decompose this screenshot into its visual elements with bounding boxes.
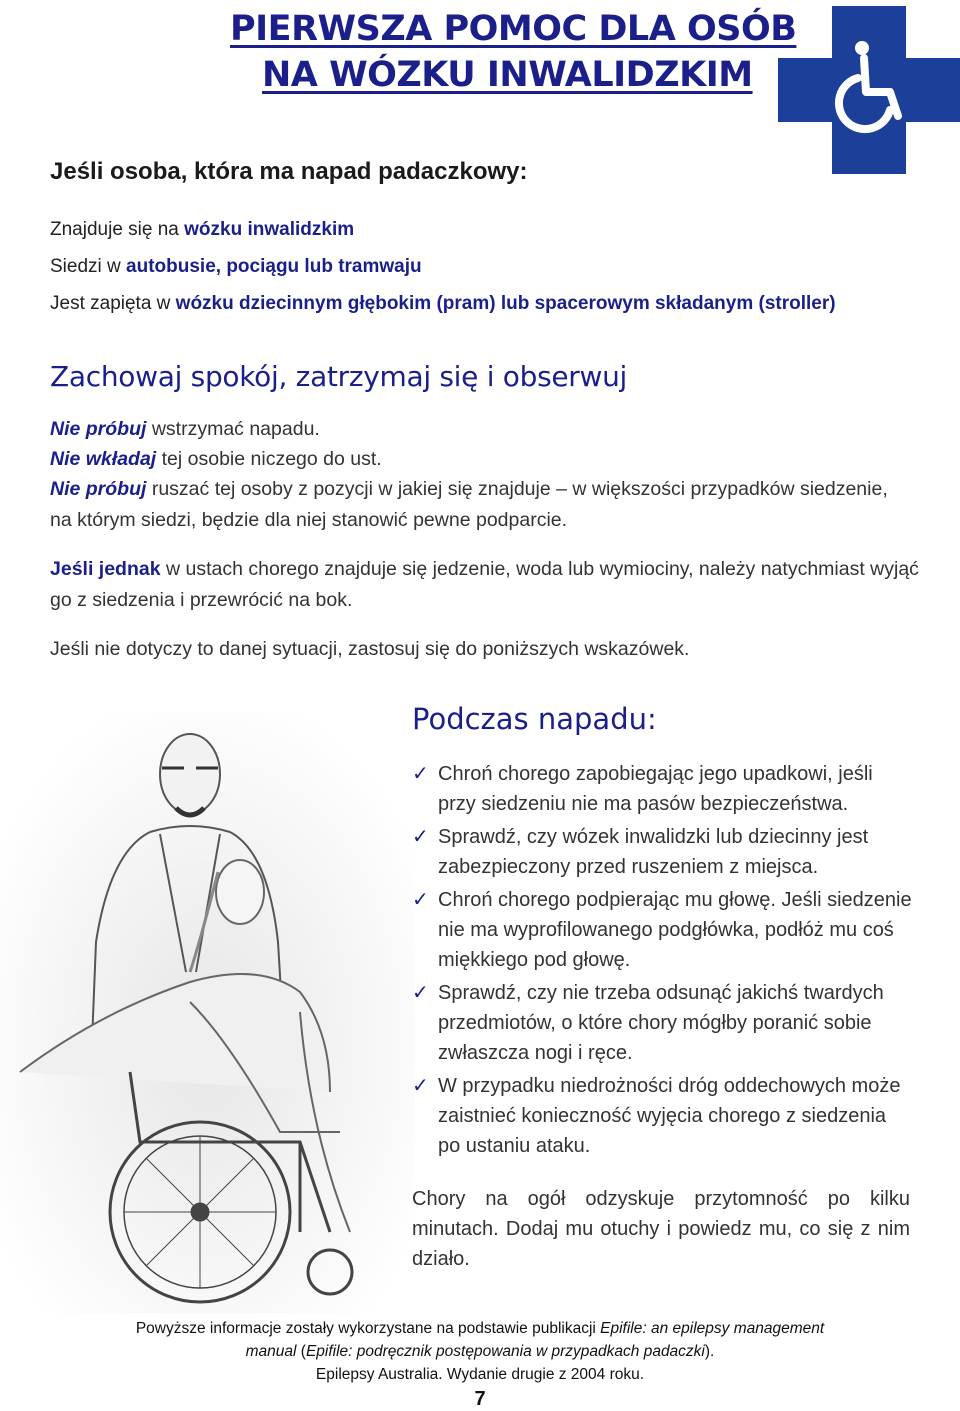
footer-source-line-3: Epilepsy Australia. Wydanie drugie z 2004 roku. (315, 1366, 645, 1383)
list-item-text: Chroń chorego zapobiegając jego upadkowi, jeśli przy siedzeniu nie ma pasów bezpieczeństwa. (438, 763, 873, 815)
list-item-text: W przypadku niedrożności dróg oddechowych może zaistnieć konieczność wyjęcia chorego z siedzenia po ustaniu ataku. (438, 1075, 901, 1157)
checkmark-icon: ✓ (412, 763, 429, 785)
condition-emphasis: wózku inwalidzkim (184, 219, 355, 240)
footer-title-pl: Epifile: podręcznik postępowania w przypadkach padaczki (305, 1343, 705, 1360)
footer-title: manual (245, 1343, 297, 1360)
list-item (412, 822, 912, 882)
checkmark-icon: ✓ (412, 1075, 429, 1097)
condition-text: Siedzi w (50, 256, 127, 277)
during-heading: Podczas napadu: (412, 702, 657, 736)
page-title-line-2: NA WÓZKU INWALIDZKIM (262, 55, 753, 95)
footer-source-line-1 (100, 1320, 860, 1338)
condition-text: Jest zapięta w (50, 293, 176, 314)
rule-dont-stop (50, 414, 890, 445)
closing-paragraph: Chory na ogół odzyskuje przytomność po kilku minutach. Dodaj mu otuchy i powiedz mu, co się z nim działo. (412, 1188, 910, 1270)
condition-pram (50, 293, 836, 315)
list-item (412, 759, 912, 819)
condition-text: Znajduje się na (50, 219, 185, 240)
list-item (412, 1071, 912, 1161)
page-title-line-1: PIERWSZA POMOC DLA OSÓB (230, 9, 797, 49)
list-item-text: Chroń chorego podpierając mu głowę. Jeśli siedzenie nie ma wyprofilowanego podgłówka, podłóż mu coś miękkiego pod głowę. (438, 889, 912, 971)
during-checklist (412, 759, 912, 1164)
checkmark-icon: ✓ (412, 889, 429, 911)
food-emphasis: Jeśli jednak (50, 558, 161, 580)
footer-source-line-2 (100, 1343, 860, 1361)
list-item-text: Sprawdź, czy nie trzeba odsunąć jakichś twardych przedmiotów, o które chory mógłby poranić sobie zwłaszcza nogi i ręce. (438, 982, 884, 1064)
checkmark-icon: ✓ (412, 826, 429, 848)
checkmark-icon: ✓ (412, 982, 429, 1004)
footer-text: ( (296, 1343, 306, 1360)
food-text: w ustach chorego znajduje się jedzenie, woda lub wymiociny, należy natychmiast wyjąć go z siedzenia i przewrócić na bok. (50, 558, 919, 611)
condition-emphasis: autobusie, pociągu lub tramwaju (126, 256, 422, 277)
rule-nothing-in-mouth (50, 444, 890, 475)
wheelchair-cross-icon (778, 6, 960, 174)
page-number: 7 (474, 1388, 486, 1410)
rule-text: tej osobie niczego do ust. (156, 448, 382, 470)
rule-dont-move (50, 474, 900, 536)
list-item (412, 885, 912, 975)
otherwise-text: Jeśli nie dotyczy to danej sytuacji, zastosuj się do poniższych wskazówek. (50, 638, 690, 660)
rule-emphasis: Nie próbuj (50, 418, 147, 440)
condition-wheelchair (50, 219, 354, 241)
rule-text: wstrzymać napadu. (146, 418, 320, 440)
calm-heading: Zachowaj spokój, zatrzymaj się i obserwuj (50, 360, 628, 393)
condition-emphasis: wózku dziecinnym głębokim (pram) lub spacerowym składanym (stroller) (175, 293, 836, 314)
footer-text: Powyższe informacje zostały wykorzystane na podstawie publikacji (135, 1320, 601, 1337)
list-item-text: Sprawdź, czy wózek inwalidzki lub dziecinny jest zabezpieczony przed ruszeniem z miejsca. (438, 826, 869, 878)
list-item (412, 978, 912, 1068)
footer-title: Epifile: an epilepsy management (600, 1320, 825, 1337)
rule-text: ruszać tej osoby z pozycji w jakiej się znajduje – w większości przypadków siedzenie, na którym siedzi, będzie dla niej stanowić pewne podparcie. (50, 478, 888, 531)
footer-text: ). (704, 1343, 715, 1360)
wheelchair-seizure-illustration (0, 712, 415, 1314)
rule-emphasis: Nie próbuj (50, 478, 147, 500)
rule-emphasis: Nie wkładaj (50, 448, 157, 470)
otherwise-note (50, 634, 920, 665)
condition-transport (50, 256, 422, 278)
intro-heading: Jeśli osoba, która ma napad padaczkowy: (50, 158, 528, 185)
food-instruction (50, 554, 920, 616)
